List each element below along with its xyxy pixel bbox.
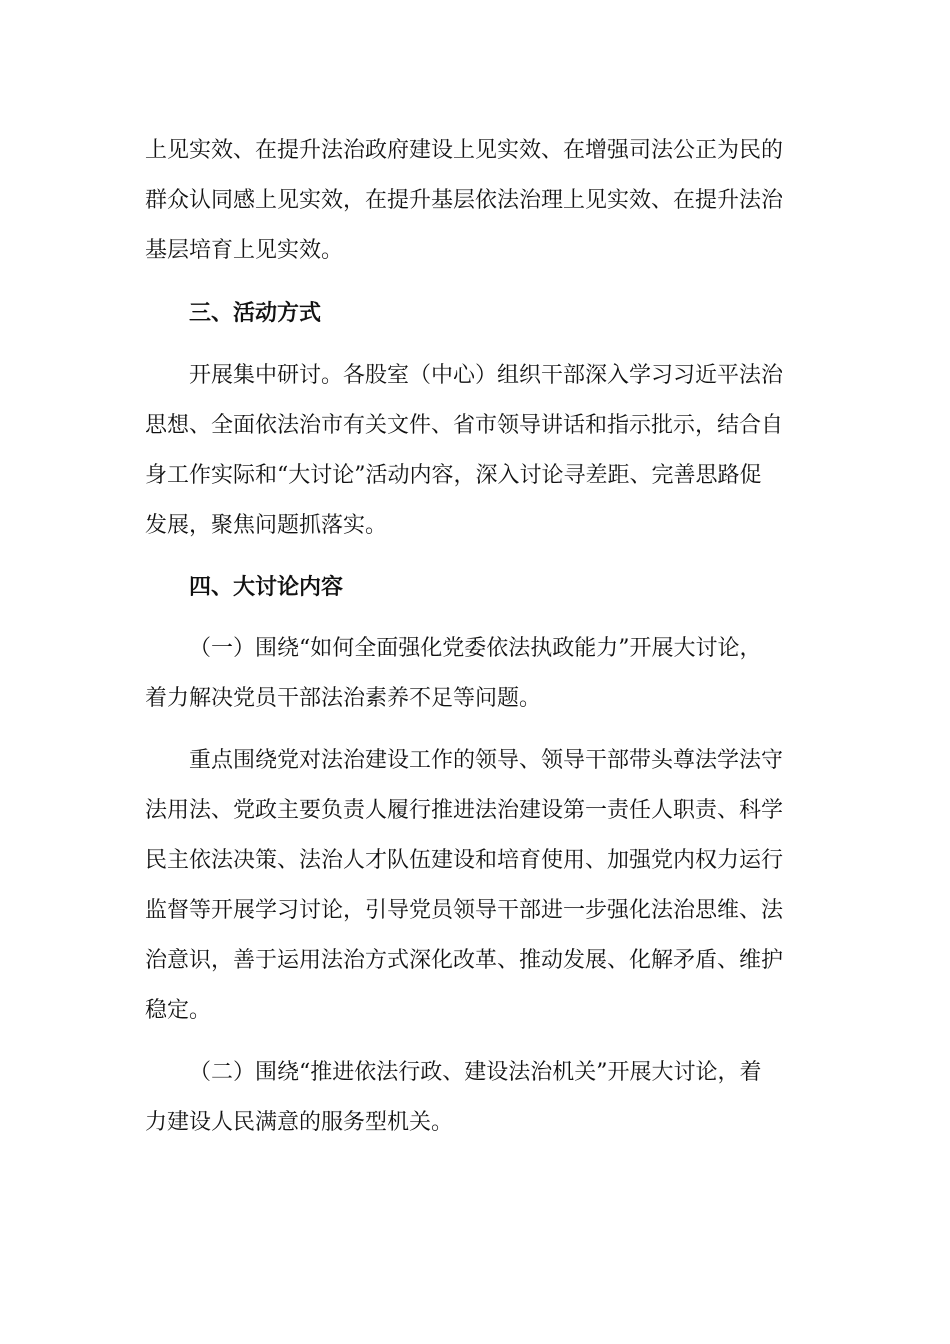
subheading-line: （一）围绕“如何全面强化党委依法执政能力”开展大讨论， [189, 636, 762, 661]
subheading-line: 力建设人民满意的服务型机关。 [145, 1110, 454, 1135]
paragraph-line: 基层培育上见实效。 [145, 238, 344, 263]
paragraph-line: 开展集中研讨。各股室（中心）组织干部深入学习习近平法治 [189, 363, 784, 388]
paragraph-line: 监督等开展学习讨论，引导党员领导干部进一步强化法治思维、法 [145, 898, 784, 923]
paragraph-line: 身工作实际和“大讨论”活动内容，深入讨论寻差距、完善思路促 [145, 463, 762, 488]
section-heading-activity-method: 三、活动方式 [189, 300, 322, 326]
paragraph-line: 重点围绕党对法治建设工作的领导、领导干部带头尊法学法守 [189, 748, 784, 773]
paragraph-line: 上见实效、在提升法治政府建设上见实效、在增强司法公正为民的 [145, 138, 784, 163]
paragraph-line: 发展，聚焦问题抓落实。 [145, 513, 388, 538]
paragraph-line: 治意识，善于运用法治方式深化改革、推动发展、化解矛盾、维护 [145, 948, 784, 973]
paragraph-line: 法用法、党政主要负责人履行推进法治建设第一责任人职责、科学 [145, 798, 784, 823]
subheading-line: （二）围绕“推进依法行政、建设法治机关”开展大讨论，着 [189, 1060, 762, 1085]
paragraph-line: 民主依法决策、法治人才队伍建设和培育使用、加强党内权力运行 [145, 848, 784, 873]
subheading-line: 着力解决党员干部法治素养不足等问题。 [145, 686, 542, 711]
section-heading-discussion-content: 四、大讨论内容 [189, 574, 344, 600]
paragraph-line: 群众认同感上见实效，在提升基层依法治理上见实效、在提升法治 [145, 188, 784, 213]
paragraph-line: 稳定。 [145, 998, 212, 1023]
paragraph-line: 思想、全面依法治市有关文件、省市领导讲话和指示批示，结合自 [145, 413, 784, 438]
